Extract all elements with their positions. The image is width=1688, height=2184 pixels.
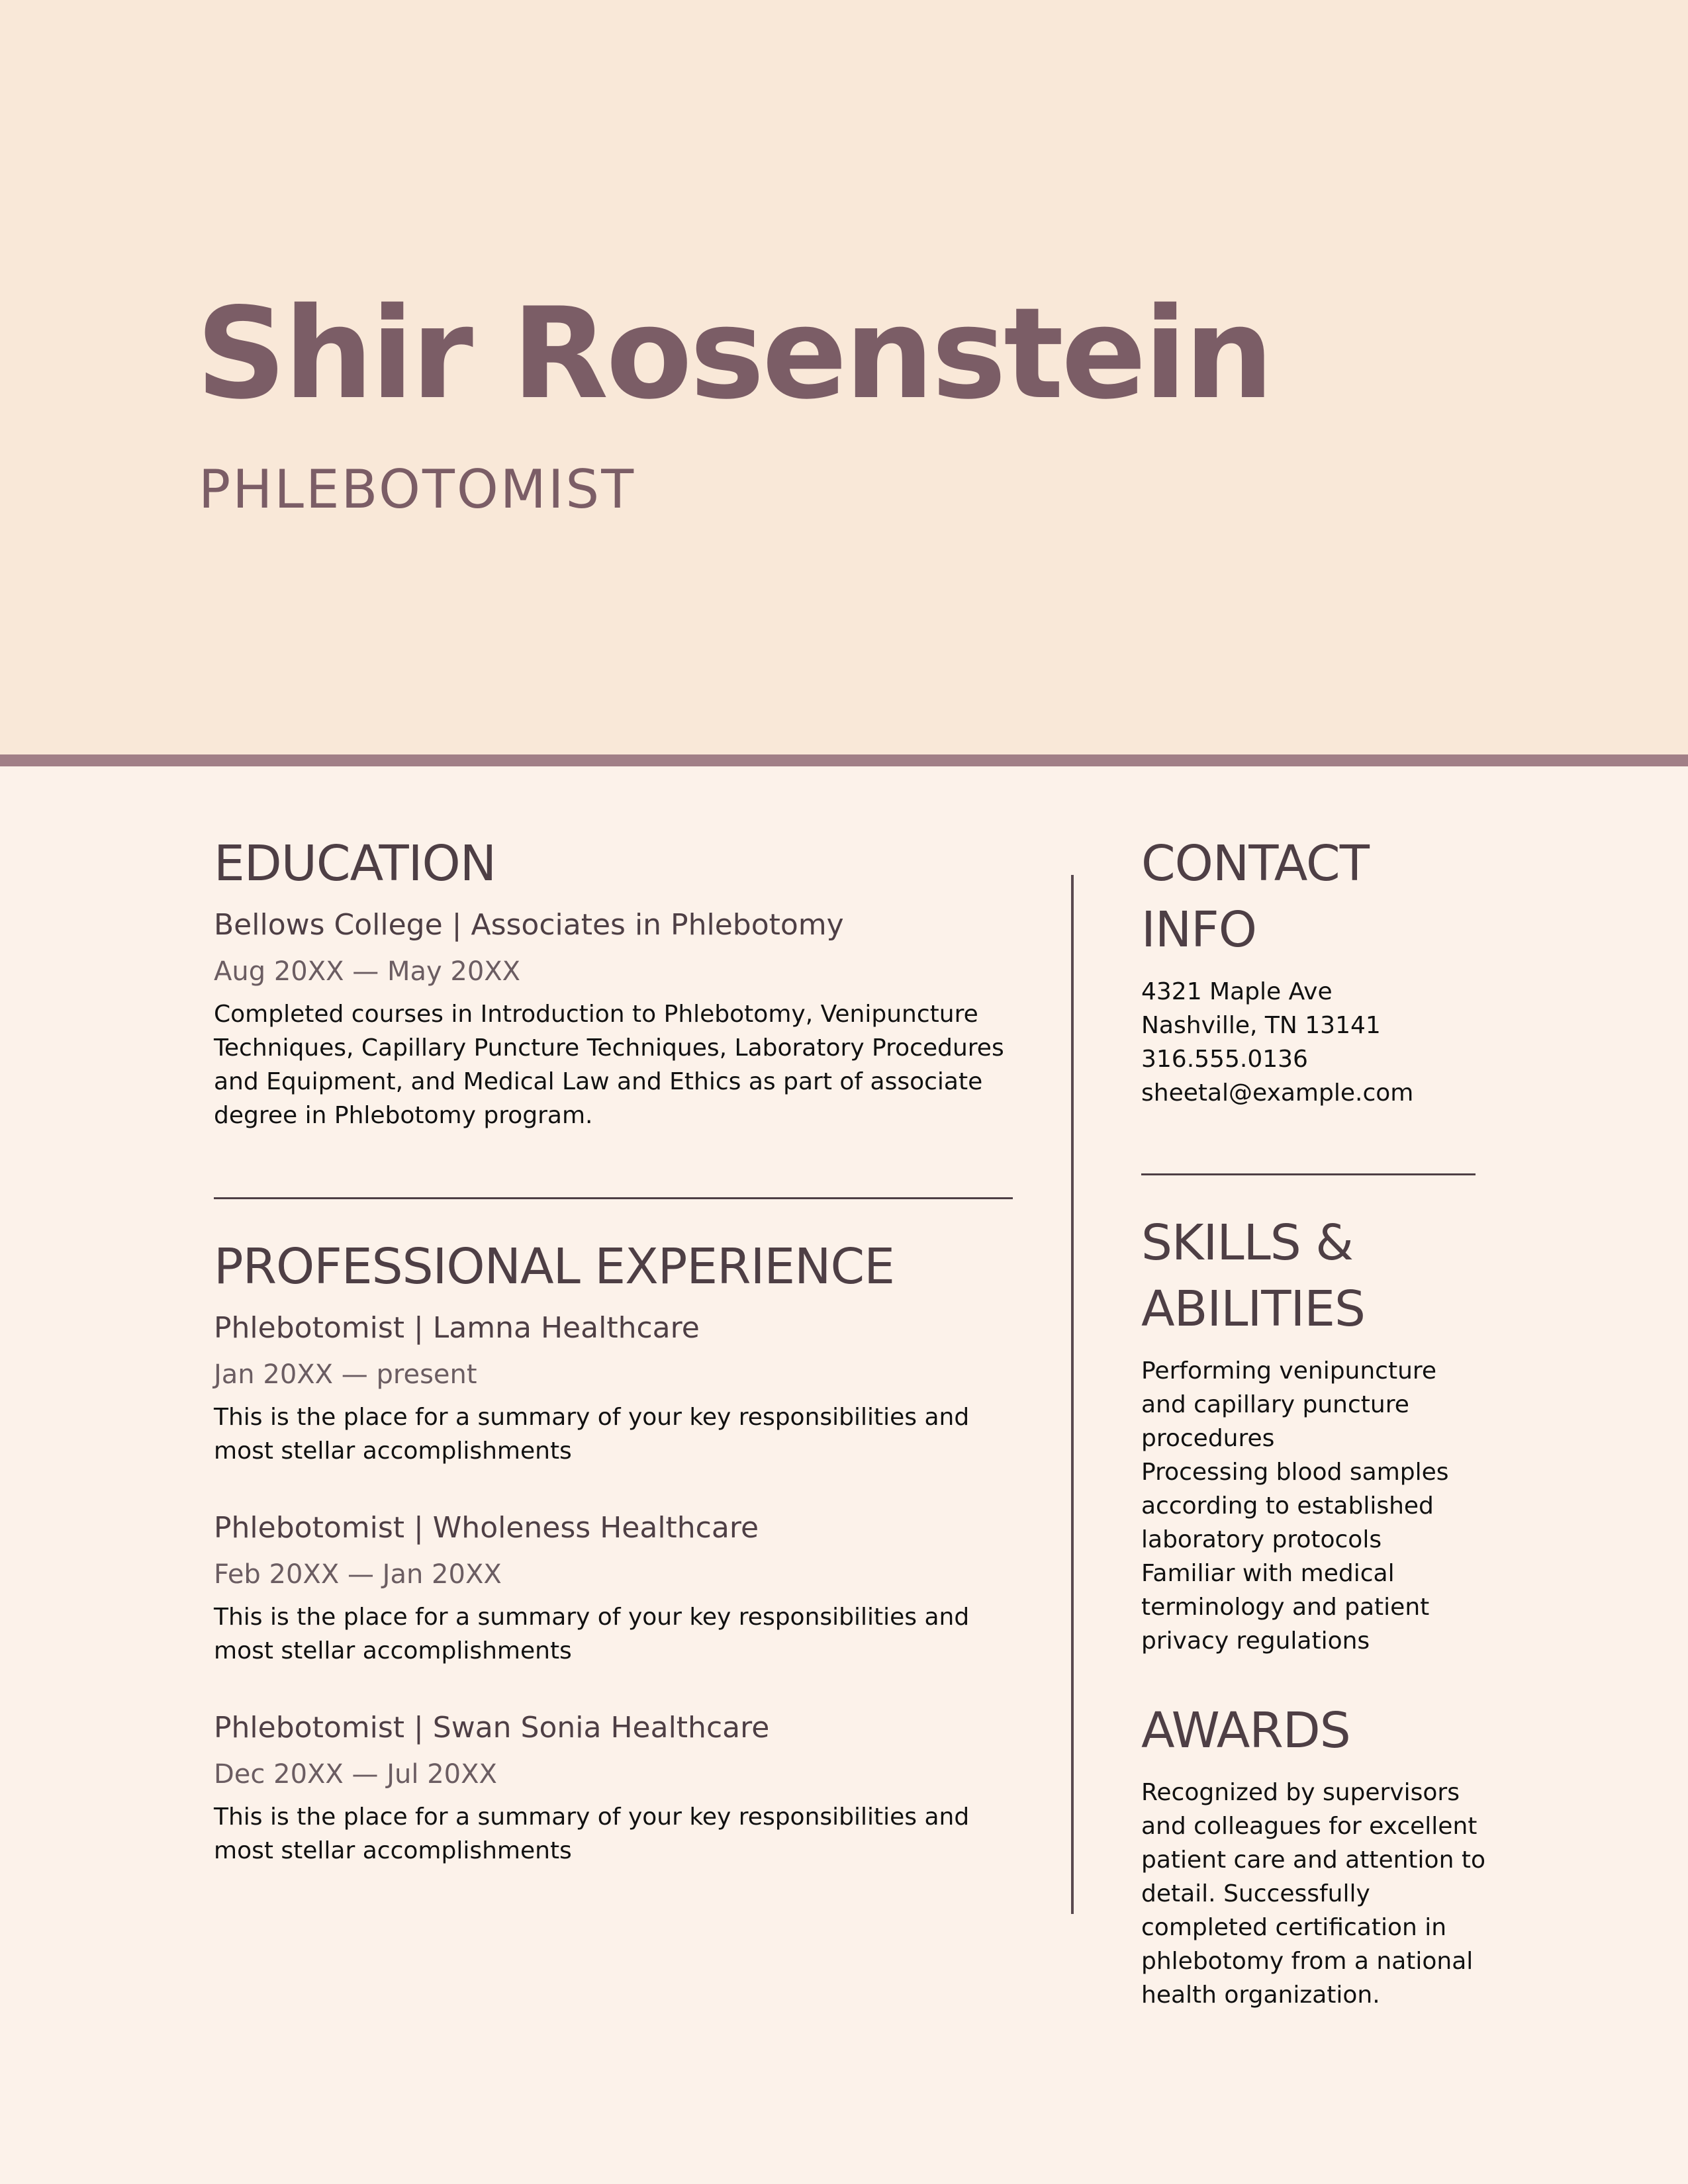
experience-section [214,1234,1028,1868]
skills-heading-line1: SKILLS & [1141,1214,1353,1271]
job-dates: Feb 20XX — Jan 20XX [214,1559,502,1590]
awards-description: Recognized by supervisors and colleagues for excellent patient care and attention to detail. Successfully completed certification in phlebotomy from a national health organization. [1141,1779,1485,2009]
header-banner [0,0,1688,754]
education-entry-heading: Bellows College | Associates in Phlebotomy [214,908,844,942]
job-title: PHLEBOTOMIST [199,459,636,520]
skills-heading [1141,1210,1485,1342]
skill-item: Performing venipuncture and capillary puncture procedures [1141,1357,1437,1452]
education-entry-description: Completed courses in Introduction to Phlebotomy, Venipuncture Techniques, Capillary Puncture Techniques, Laboratory Procedures and Equipment, and Medical Law and Ethics as part of associate degree in Phlebotomy program. [214,1001,1004,1129]
phone-number: 316.555.0136 [1141,1046,1308,1073]
experience-heading: PROFESSIONAL EXPERIENCE [214,1238,894,1295]
address-line-1: 4321 Maple Ave [1141,978,1333,1005]
address-line-2: Nashville, TN 13141 [1141,1012,1381,1039]
job-description: This is the place for a summary of your key responsibilities and most stellar accomplishments [214,1404,970,1465]
contact-heading-line1: CONTACT [1141,835,1369,892]
candidate-name: Shir Rosenstein [196,281,1272,427]
job-dates: Dec 20XX — Jul 20XX [214,1759,497,1790]
education-heading: EDUCATION [214,835,496,892]
job-dates: Jan 20XX — present [214,1359,477,1390]
awards-heading: AWARDS [1141,1702,1350,1759]
contact-heading [1141,831,1485,963]
job-description: This is the place for a summary of your key responsibilities and most stellar accomplishments [214,1604,970,1664]
job-entry [214,1305,1028,1468]
email-address: sheetal@example.com [1141,1079,1414,1107]
skill-item: Processing blood samples according to established laboratory protocols [1141,1459,1449,1553]
skills-list [1141,1354,1485,1658]
right-column [1141,831,1485,2012]
header-divider [0,754,1688,766]
contact-details [1141,975,1485,1110]
education-entry-dates: Aug 20XX — May 20XX [214,956,521,987]
skill-item: Familiar with medical terminology and patient privacy regulations [1141,1560,1430,1655]
contact-section [1141,831,1485,1110]
awards-section [1141,1698,1485,2012]
job-heading: Phlebotomist | Lamna Healthcare [214,1311,700,1345]
job-entry [214,1705,1028,1868]
job-heading: Phlebotomist | Swan Sonia Healthcare [214,1711,770,1745]
skills-section [1141,1210,1485,1658]
section-divider [214,1197,1013,1199]
left-column [214,831,1028,1905]
education-section [214,831,1028,1132]
section-divider [1141,1173,1476,1175]
education-entry [214,902,1028,1132]
job-entry [214,1505,1028,1668]
job-heading: Phlebotomist | Wholeness Healthcare [214,1511,759,1545]
column-divider [1071,875,1074,1914]
job-description: This is the place for a summary of your key responsibilities and most stellar accomplishments [214,1803,970,1864]
contact-heading-line2: INFO [1141,901,1256,958]
skills-heading-line2: ABILITIES [1141,1281,1366,1338]
